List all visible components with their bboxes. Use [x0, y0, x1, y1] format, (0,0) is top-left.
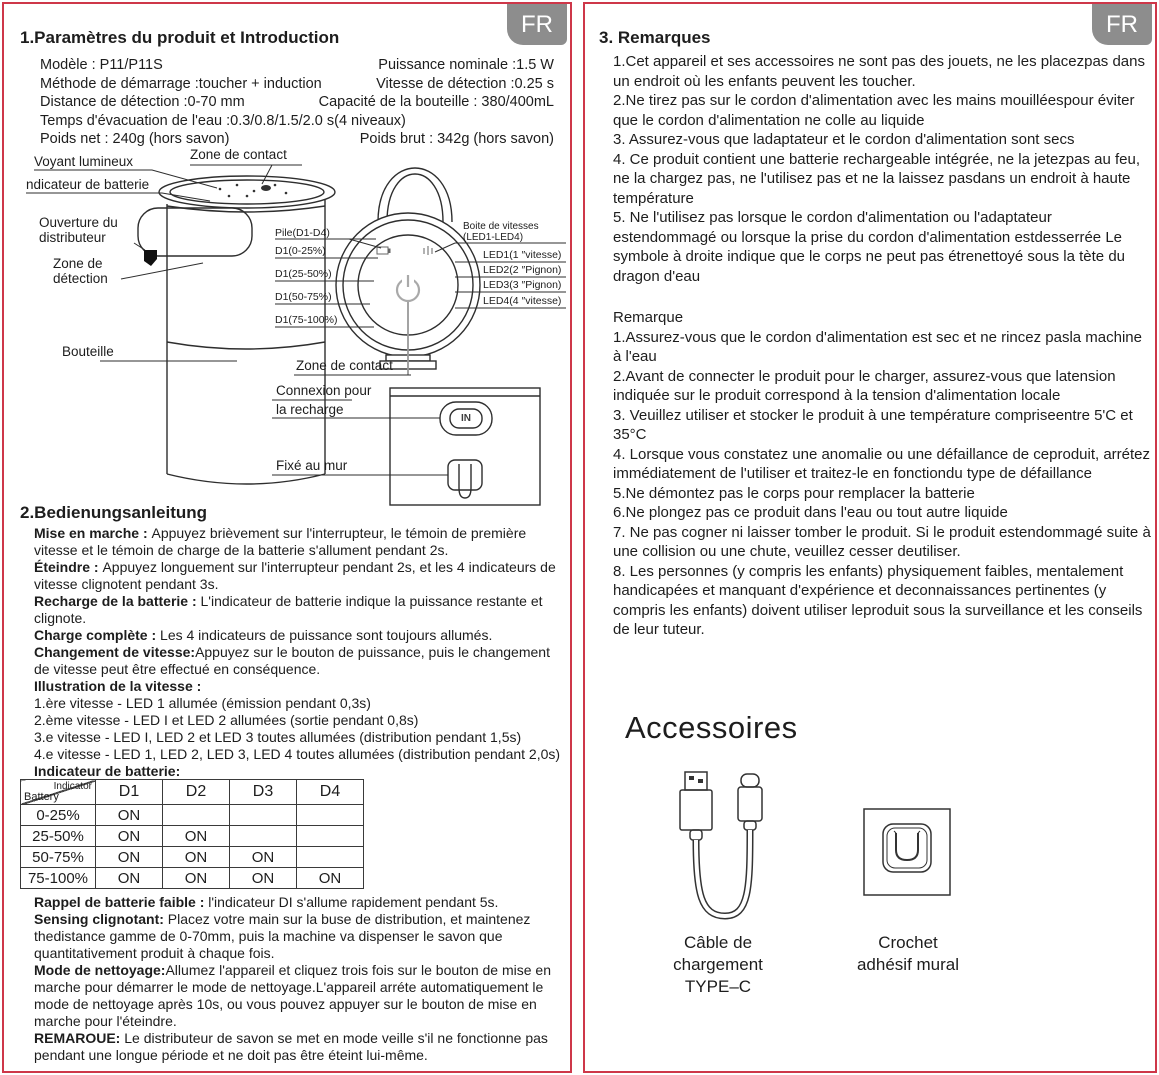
remark-item: 2.Avant de connecter le produit pour le charger, assurez-vous que latension indiquée sur le produit correspond à la tension d'alimentation locale — [613, 367, 1116, 404]
label-pile: Pile(D1-D4) — [275, 227, 330, 239]
spec-left: Poids net : 240g (hors savon) — [40, 131, 230, 147]
usb-cable-icon — [663, 768, 788, 938]
spec-row — [40, 112, 554, 131]
language-tab — [1092, 4, 1152, 45]
dispenser-back-view — [390, 388, 540, 505]
language-tab-label: FR — [1106, 10, 1138, 38]
table-cell: ON — [96, 868, 163, 889]
section3-title: 3. Remarques — [599, 28, 711, 47]
op-item: REMAROUE: Le distributeur de savon se met en mode veille s'il ne fonctionne pas pendant une longue période et ne doit pas être éteint lui-même. — [34, 1030, 548, 1063]
label-led1: LED1(1 ″vitesse) — [483, 249, 562, 261]
note-item: 2.Ne tirez pas sur le cordon d'alimentation avec les mains mouilléespour éviter que le cordon d'alimentation ne colle au liquide — [613, 92, 1135, 129]
table-cell — [163, 805, 230, 826]
dispenser-line-art — [4, 144, 570, 510]
remark-subtitle: Remarque — [613, 309, 684, 326]
section2-title: 2.Bedienungsanleitung — [20, 503, 208, 522]
label-led4: LED4(4 ″vitesse) — [483, 295, 562, 307]
corner-battery: Battery — [24, 791, 59, 803]
table-col-header: D2 — [163, 780, 230, 805]
table-cell: ON — [163, 826, 230, 847]
op-item: Recharge de la batterie : L'indicateur de batterie indique la puissance restante et clignote. — [34, 593, 543, 626]
spec-right: Vitesse de détection :0.25 s — [376, 75, 554, 92]
spec-right: Capacité de la bouteille : 380/400mL — [318, 94, 554, 110]
manual-page-left — [2, 2, 572, 1073]
spec-left: Temps d'évacuation de l'eau :0.3/0.8/1.5/2.0 s(4 niveaux) — [40, 112, 406, 129]
table-row-label: 50-75% — [21, 847, 96, 868]
remark-item: 7. Ne pas cogner ni laisser tomber le produit. Si le produit estendommagé suite à une collision ou une chute, veuillez cesser deutiliser. — [613, 523, 1151, 560]
op-item: Illustration de la vitesse : — [34, 678, 202, 694]
language-tab — [507, 4, 567, 45]
table-col-header: D1 — [96, 780, 163, 805]
op-item: Rappel de batterie faible : l'indicateur DI s'allume rapidement pendant 5s. — [34, 894, 499, 910]
op-item: 1.ère vitesse - LED 1 allumée (émission pendant 0,3s) — [34, 695, 371, 711]
note-item: 4. Ce produit contient une batterie rechargeable intégrée, ne la jetezpas au feu, ne la chargez pas, ne l'utilisez pas et ne la laissez pasdans un endroit à haute température — [613, 150, 1141, 207]
label-in-port: IN — [461, 413, 471, 424]
spec-row — [40, 93, 554, 112]
op-item: 3.e vitesse - LED I, LED 2 et LED 3 toutes allumées (distribution pendant 1,5s) — [34, 729, 522, 745]
table-cell: ON — [297, 868, 364, 889]
section1-title: 1.Paramètres du produit et Introduction — [20, 28, 340, 47]
label-d1-75-100: D1(75-100%) — [275, 314, 338, 326]
op-item: 2.ème vitesse - LED I et LED 2 allumées (sortie pendant 0,8s) — [34, 712, 419, 728]
language-tab-label: FR — [521, 10, 553, 38]
label-voyant-lumineux: Voyant lumineux — [34, 154, 134, 169]
table-cell: ON — [96, 847, 163, 868]
table-cell — [297, 847, 364, 868]
table-row — [21, 868, 364, 889]
table-col-header: D4 — [297, 780, 364, 805]
remark-item: 8. Les personnes (y compris les enfants) physiquement faibles, mentalement handicapées et manquant d'expérience et deconnaissances pertinentes (y compris les enfants) doivent utiliser leproduit sous la surveillance et les conseils de leur tuteur. — [613, 562, 1143, 638]
label-boite-vitesses-2: (LED1-LED4) — [463, 232, 524, 243]
table-cell — [230, 826, 297, 847]
op-item: Sensing clignotant: Placez votre main sur la buse de distribution, et maintenez thedistance gamme de 0-70mm, puis la machine va dispenser le savon que quantitativement produit à chaque fois. — [34, 911, 531, 961]
note-item: 5. Ne l'utilisez pas lorsque le cordon d'alimentation ou l'adaptateur estendommagé ou lorsque la prise du cordon d'alimentation estdesserrée Le symbole à droite indique que le corps ne peut pas étrenettoyé sous la tète du dragon d'eau — [613, 209, 1125, 285]
label-fixe-au-mur: Fixé au mur — [276, 458, 348, 473]
label-ouverture-distributeur: Ouverture du distributeur — [39, 215, 118, 245]
label-indicateur-batterie: ndicateur de batterie — [26, 177, 150, 192]
table-cell — [297, 805, 364, 826]
op-item: Indicateur de batterie: — [34, 763, 181, 779]
remarques-notes — [613, 52, 1153, 640]
label-d1-50-75: D1(50-75%) — [275, 291, 332, 303]
label-zone-contact-top: Zone de contact — [190, 147, 287, 162]
table-cell — [230, 805, 297, 826]
label-zone-detection: Zone de détection — [53, 256, 108, 286]
label-connexion-recharge-2: la recharge — [276, 402, 344, 417]
op-item: Changement de vitesse:Appuyez sur le bouton de puissance, puis le changement de vitesse peut être effectué en conséquence. — [34, 644, 550, 677]
spec-right: Puissance nominale :1.5 W — [378, 57, 554, 73]
label-connexion-recharge-1: Connexion pour — [276, 383, 372, 398]
table-row — [21, 847, 364, 868]
table-corner-cell — [21, 780, 96, 805]
op-item: Mise en marche : Appuyez brièvement sur l'interrupteur, le témoin de première vitesse et le témoin de charge de la batterie s'allument pendant 2s. — [34, 525, 527, 558]
label-led3: LED3(3 ″Pignon) — [483, 279, 562, 291]
remark-item: 3. Veuillez utiliser et stocker le produit à une température compriseentre 5'C et 35°C — [613, 406, 1133, 443]
note-item: 3. Assurez-vous que ladaptateur et le cordon d'alimentation sont secs — [613, 131, 1075, 148]
table-cell: ON — [163, 868, 230, 889]
table-col-header: D3 — [230, 780, 297, 805]
table-row-label: 25-50% — [21, 826, 96, 847]
remark-item: 5.Ne démontez pas le corps pour remplacer la batterie — [613, 484, 975, 502]
wall-mount-keyhole — [448, 460, 482, 490]
spec-row — [40, 75, 554, 94]
table-row-label: 0-25% — [21, 805, 96, 826]
manual-page-right — [583, 2, 1157, 1073]
table-cell: ON — [230, 847, 297, 868]
label-bouteille: Bouteille — [62, 344, 114, 359]
hook-caption: Crochet adhésif mural — [856, 933, 960, 974]
table-row — [21, 826, 364, 847]
label-d1-0-25: D1(0-25%) — [275, 245, 326, 257]
corner-indicator: Indicator — [53, 781, 92, 792]
op-item: Charge complète : Les 4 indicateurs de puissance sont toujours allumés. — [34, 627, 493, 643]
label-led2: LED2(2 ″Pignon) — [483, 264, 562, 276]
remark-item: 1.Assurez-vous que le cordon d'alimentation est sec et ne rincez pasla machine à l'eau — [613, 328, 1142, 365]
additional-instructions — [34, 894, 562, 1064]
product-diagram — [4, 144, 570, 510]
table-row-label: 75-100% — [21, 868, 96, 889]
dispenser-top-view — [336, 168, 480, 375]
table-cell: ON — [163, 847, 230, 868]
table-cell: ON — [96, 805, 163, 826]
table-cell — [297, 826, 364, 847]
wall-hook-icon — [861, 806, 953, 898]
dispenser-side-view — [138, 176, 338, 484]
spec-left: Méthode de démarrage :toucher + induction — [40, 75, 322, 92]
op-item: Mode de nettoyage:Allumez l'appareil et cliquez trois fois sur le bouton de mise en marche pour démarrer le mode de nettoyage.L'appareil arréte automatiquement le mode de nettoyage après 10s, ou vous pouvez appuyer sur le bouton de mise en marche pour l'éteindre. — [34, 962, 552, 1029]
label-zone-contact-bottom: Zone de contact — [296, 358, 393, 373]
spec-left: Modèle : P11/P11S — [40, 57, 163, 73]
battery-indicator-table — [20, 779, 364, 889]
remark-item: 4. Lorsque vous constatez une anomalie ou une défaillance de ceproduit, arrétez immédiatement de l'utiliser et traitez-le en fonctiondu type de défaillance — [613, 445, 1151, 482]
table-row — [21, 805, 364, 826]
operation-instructions — [34, 525, 561, 780]
spec-right: Poids brut : 342g (hors savon) — [359, 131, 554, 147]
note-item: 1.Cet appareil et ses accessoires ne sont pas des jouets, ne les placezpas dans un endroit où les enfants peuvent les toucher. — [613, 53, 1145, 90]
product-specs — [40, 56, 554, 149]
cable-caption: Câble de chargement TYPE–C — [673, 933, 763, 996]
op-item: 4.e vitesse - LED 1, LED 2, LED 3, LED 4 toutes allumées (distribution pendant 2,0s) — [34, 746, 561, 762]
accessories-title: Accessoires — [625, 710, 798, 745]
table-cell: ON — [230, 868, 297, 889]
label-d1-25-50: D1(25-50%) — [275, 268, 332, 280]
op-item: Éteindre : Appuyez longuement sur l'interrupteur pendant 2s, et les 4 indicateurs de vitesse clignotent pendant 3s. — [34, 559, 556, 592]
label-boite-vitesses: Boite de vitesses — [463, 221, 539, 232]
table-cell: ON — [96, 826, 163, 847]
spec-left: Distance de détection :0-70 mm — [40, 94, 245, 110]
spec-row — [40, 56, 554, 75]
dispenser-nozzle — [144, 250, 157, 266]
remark-item: 6.Ne plongez pas ce produit dans l'eau ou tout autre liquide — [613, 504, 1008, 521]
